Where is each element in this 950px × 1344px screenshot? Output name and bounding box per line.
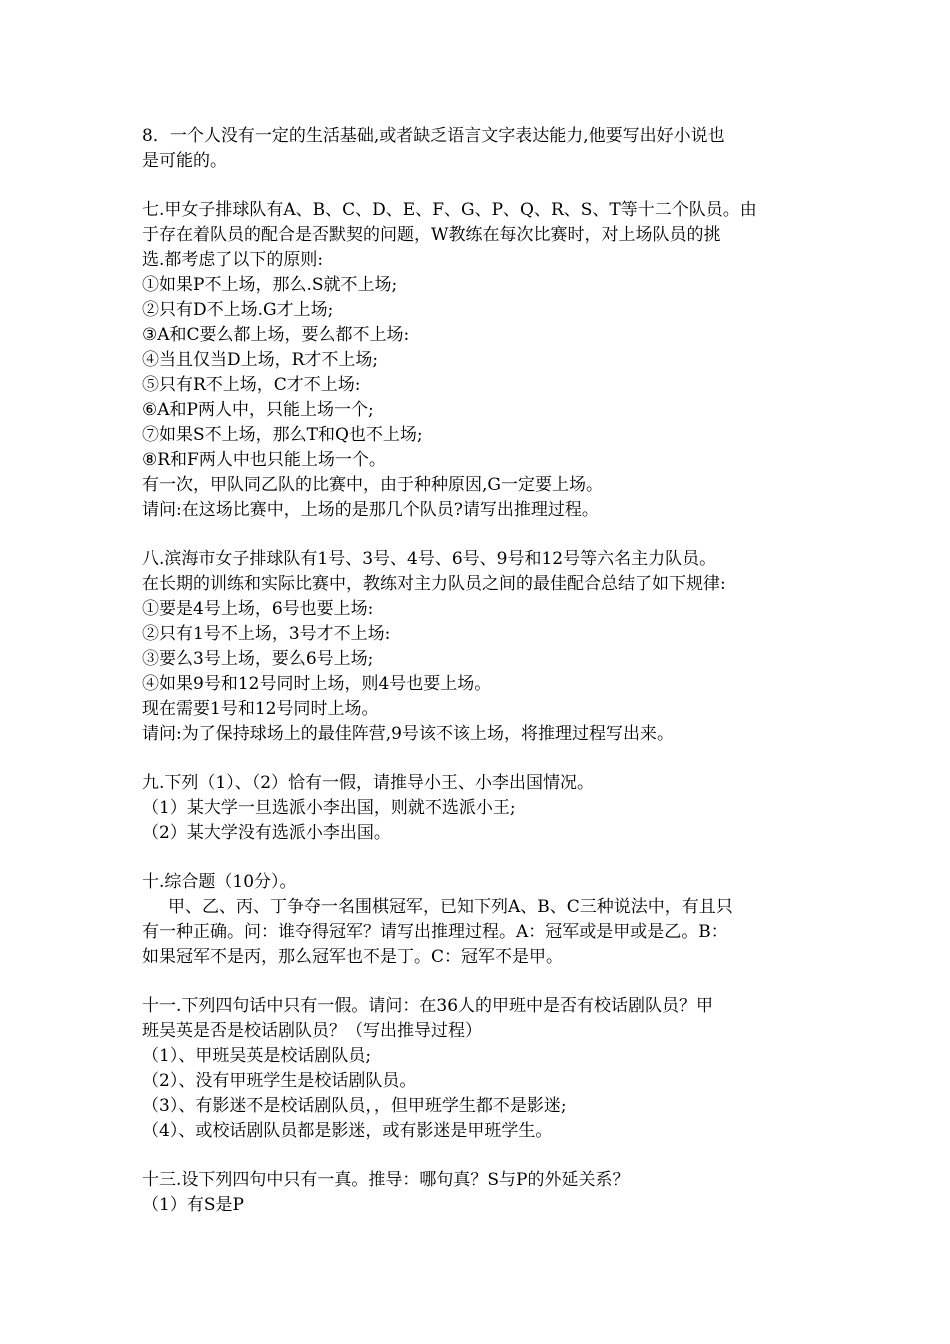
rule-item: ④如果9号和12号同时上场，则4号也要上场。 [142, 674, 492, 694]
statement-item: （1）有S是P [142, 1195, 244, 1215]
question-8-team [142, 547, 814, 747]
text-line: 现在需要1号和12号同时上场。 [142, 699, 379, 719]
question-heading: 十.综合题（10分）。 [142, 872, 297, 892]
statement-item: （2）、没有甲班学生是校话剧队员。 [142, 1071, 417, 1091]
rule-item: ①要是4号上场，6号也要上场: [142, 599, 374, 619]
text-line: 选.都考虑了以下的原则: [142, 250, 324, 270]
statement-item: （1）某大学一旦选派小李出国，则就不选派小王; [142, 798, 516, 818]
question-heading: 十三.设下列四句中只有一真。推导：哪句真？S与P的外延关系？ [142, 1170, 630, 1190]
question-11 [142, 994, 814, 1144]
rule-item: ③要么3号上场，要么6号上场; [142, 649, 374, 669]
text-line: 在长期的训练和实际比赛中，教练对主力队员之间的最佳配合总结了如下规律: [142, 574, 726, 594]
rule-item: ⑤只有R不上场，C才不上场: [142, 375, 361, 395]
question-heading: 十一.下列四句话中只有一假。请问：在36人的甲班中是否有校话剧队员？甲 [142, 996, 714, 1016]
rule-item: ④当且仅当D上场，R才不上场; [142, 350, 379, 370]
statement-item: （4）、或校话剧队员都是影迷，或有影迷是甲班学生。 [142, 1121, 553, 1141]
text-line: 如果冠军不是丙，那么冠军也不是丁。C：冠军不是甲。 [142, 947, 564, 967]
text-line: 有一次，甲队同乙队的比赛中，由于种种原因,G一定要上场。 [142, 475, 603, 495]
rule-item: ①如果P不上场，那么.S就不上场; [142, 275, 398, 295]
question-heading: 九.下列（1）、（2）恰有一假，请推导小王、小李出国情况。 [142, 773, 595, 793]
statement-item: （1）、甲班吴英是校话剧队员; [142, 1046, 372, 1066]
question-8 [142, 124, 814, 174]
question-13 [142, 1168, 814, 1218]
rule-item: ②只有1号不上场，3号才不上场: [142, 624, 391, 644]
question-heading: 八.滨海市女子排球队有1号、3号、4号、6号、9号和12号等六名主力队员。 [142, 549, 717, 569]
text-line: 班吴英是否是校话剧队员？（写出推导过程） [142, 1021, 482, 1041]
statement-item: （2）某大学没有选派小李出国。 [142, 823, 391, 843]
rule-item: ②只有D不上场.G才上场; [142, 300, 334, 320]
text-line: 是可能的。 [142, 151, 227, 171]
rule-item: ③A和C要么都上场，要么都不上场: [142, 325, 410, 345]
rule-item: ⑥A和P两人中，只能上场一个; [142, 400, 374, 420]
text-line: 8．一个人没有一定的生活基础,或者缺乏语言文字表达能力,他要写出好小说也 [142, 126, 725, 146]
question-9 [142, 771, 814, 846]
question-10 [142, 870, 814, 970]
question-prompt: 请问:在这场比赛中，上场的是那几个队员?请写出推理过程。 [142, 500, 599, 520]
text-line: 有一种正确。问：谁夺得冠军？请写出推理过程。A：冠军或是甲或是乙。B： [142, 922, 728, 942]
question-prompt: 请问:为了保持球场上的最佳阵营,9号该不该上场，将推理过程写出来。 [142, 724, 674, 744]
rule-item: ⑧R和F两人中也只能上场一个。 [142, 450, 386, 470]
text-line: 于存在着队员的配合是否默契的问题，W教练在每次比赛时，对上场队员的挑 [142, 225, 721, 245]
rule-item: ⑦如果S不上场，那么T和Q也不上场; [142, 425, 423, 445]
question-heading: 七.甲女子排球队有A、B、C、D、E、F、G、P、Q、R、S、T等十二个队员。由 [142, 200, 757, 220]
question-7 [142, 198, 814, 523]
document-body [142, 124, 814, 1242]
statement-item: （3）、有影迷不是校话剧队员，，但甲班学生都不是影迷; [142, 1096, 567, 1116]
text-line: 甲、乙、丙、丁争夺一名围棋冠军，已知下列A、B、C三种说法中，有且只 [168, 897, 733, 917]
